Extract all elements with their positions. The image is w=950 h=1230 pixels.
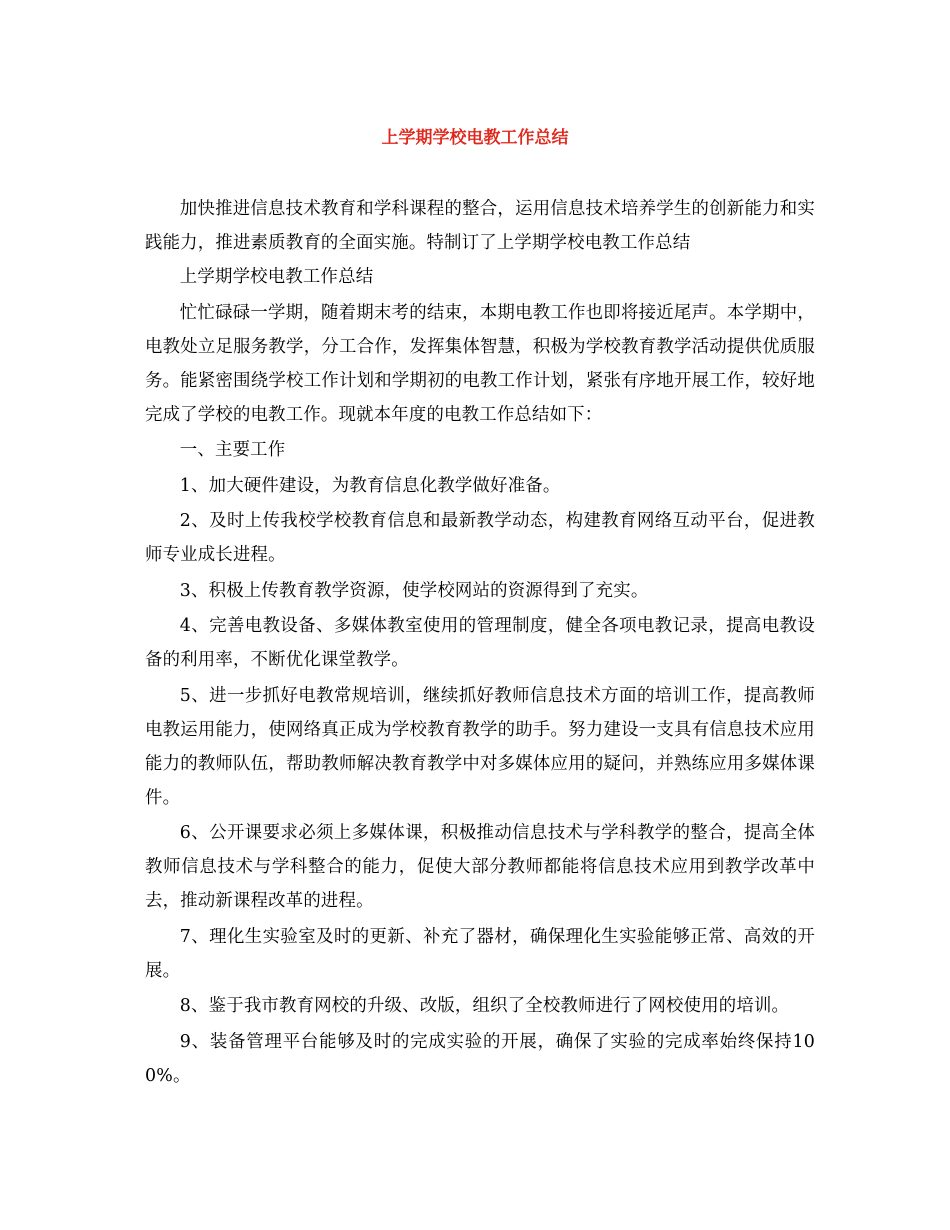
document-body [145, 192, 815, 1094]
list-item-9: 9、装备管理平台能够及时的完成实验的开展，确保了实验的完成率始终保持100%。 [145, 1031, 815, 1086]
list-item-5: 5、进一步抓好电教常规培训，继续抓好教师信息技术方面的培训工作，提高教师电教运用能力，使网络真正成为学校教育教学的助手。努力建设一支具有信息技术应用能力的教师队伍，帮助教师解决教育教学中对多媒体应用的疑问，并熟练应用多媒体课件。 [145, 685, 815, 808]
list-item-3: 3、积极上传教育教学资源，使学校网站的资源得到了充实。 [179, 580, 649, 601]
paragraph-subtitle: 上学期学校电教工作总结 [179, 267, 374, 287]
section-heading-main-work: 一、主要工作 [179, 440, 286, 460]
list-item-1: 1、加大硬件建设，为教育信息化教学做好准备。 [179, 475, 561, 496]
list-item-2: 2、及时上传我校学校教育信息和最新教学动态，构建教育网络互动平台，促进教师专业成长进程。 [145, 511, 815, 565]
document-title: 上学期学校电教工作总结 [381, 128, 569, 148]
paragraph-overview: 忙忙碌碌一学期，随着期末考的结束，本期电教工作也即将接近尾声。本学期中，电教处立足服务教学，分工合作，发挥集体智慧，积极为学校教育教学活动提供优质服务。能紧密围绕学校工作计划和学期初的电教工作计划，紧张有序地开展工作，较好地完成了学校的电教工作。现就本年度的电教工作总结如下： [145, 302, 815, 425]
list-item-6: 6、公开课要求必须上多媒体课，积极推动信息技术与学科教学的整合，提高全体教师信息技术与学科整合的能力，促使大部分教师都能将信息技术应用到教学改革中去，推动新课程改革的进程。 [145, 823, 815, 911]
list-item-8: 8、鉴于我市教育网校的升级、改版，组织了全校教师进行了网校使用的培训。 [179, 996, 790, 1016]
list-item-7: 7、理化生实验室及时的更新、补充了器材，确保理化生实验能够正常、高效的开展。 [145, 926, 815, 981]
list-item-4: 4、完善电教设备、多媒体教室使用的管理制度，健全各项电教记录，提高电教设备的利用率，不断优化课堂教学。 [145, 616, 815, 670]
paragraph-intro: 加快推进信息技术教育和学科课程的整合，运用信息技术培养学生的创新能力和实践能力，推进素质教育的全面实施。特制订了上学期学校电教工作总结 [145, 199, 815, 253]
